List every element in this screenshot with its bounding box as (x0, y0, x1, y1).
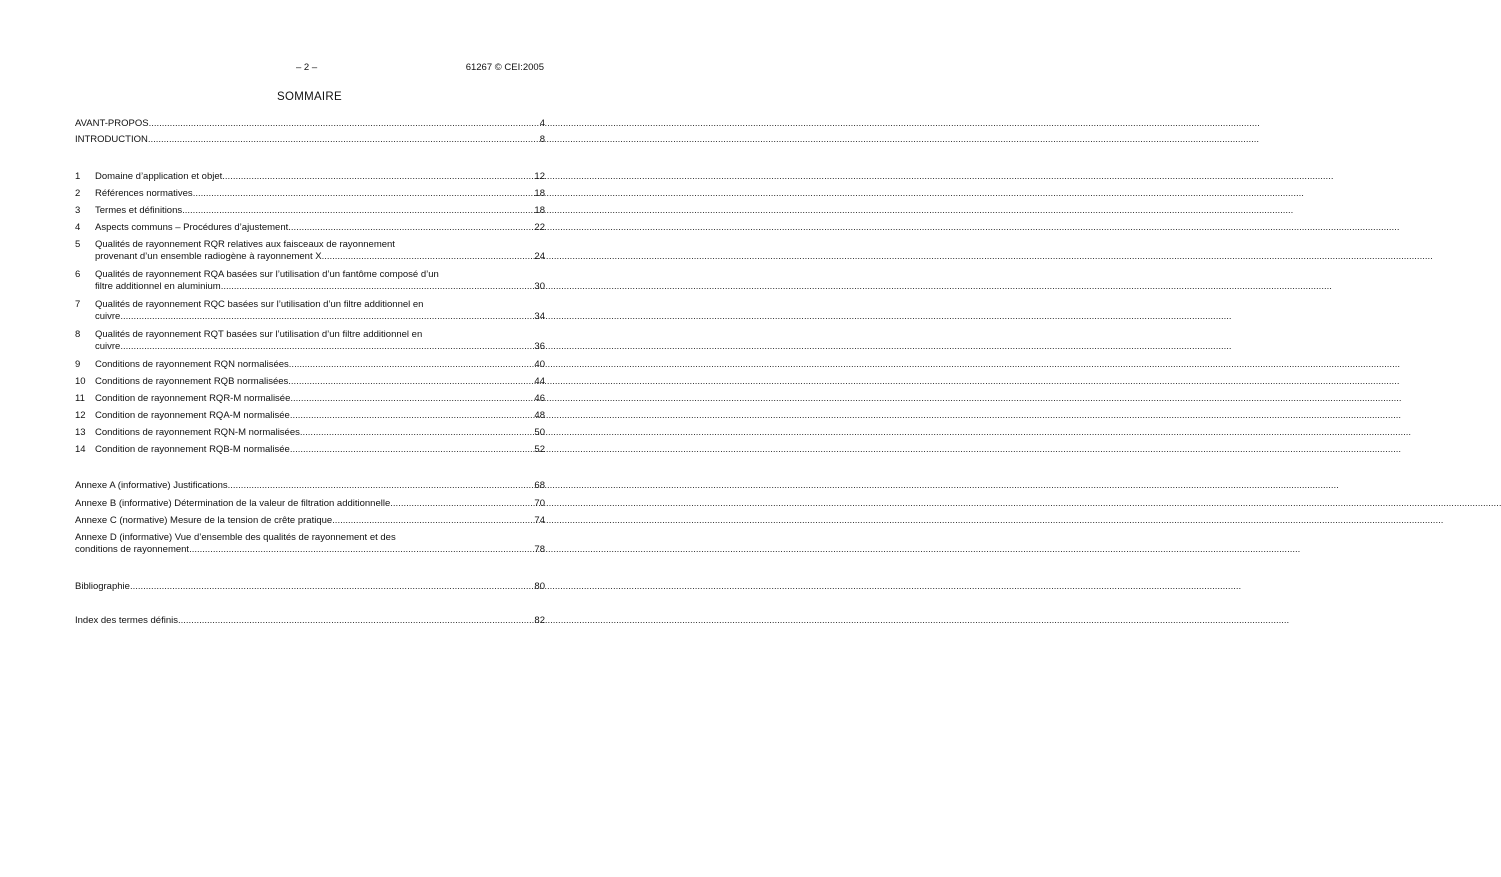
leader-dots (290, 393, 534, 405)
leader-dots (182, 205, 534, 217)
toc-entry-page: 18 (534, 188, 545, 199)
toc-entry-label: Annexe D (informative) Vue d’ensemble des qualités de rayonnement et des (75, 532, 396, 543)
toc-entry-section-5[interactable] (75, 239, 545, 263)
toc-entry-label-continued: filtre additionnel en aluminium (95, 281, 221, 292)
toc-entry-label: Conditions de rayonnement RQB normalisées (95, 376, 289, 387)
leader-dots (228, 480, 535, 492)
toc-entry-label: AVANT-PROPOS (75, 118, 149, 129)
leader-dots (290, 444, 535, 456)
toc-entry-label: Aspects communs – Procédures d’ajustement (95, 222, 289, 233)
toc-entry-section-13[interactable] (75, 427, 545, 439)
toc-entry-label: Annexe A (informative) Justifications (75, 480, 228, 491)
toc-entry-label-continued: cuivre (95, 311, 121, 322)
toc-entry-page: 34 (534, 311, 545, 322)
toc-entry-section-14[interactable] (75, 444, 545, 456)
document-reference: 61267 © CEI:2005 (465, 62, 544, 73)
leader-dots (322, 251, 535, 263)
toc-entry-label: Index des termes définis (75, 615, 178, 626)
toc-entry-label: Domaine d’application et objet (95, 171, 223, 182)
toc-entry-number: 2 (75, 188, 81, 199)
toc-entry-section-7[interactable] (75, 299, 545, 323)
leader-dots (149, 118, 540, 130)
leader-dots (130, 581, 534, 593)
leader-dots (189, 544, 534, 556)
toc-entry-page: 30 (534, 281, 545, 292)
toc-entry-page: 4 (539, 118, 545, 129)
toc-entry-page: 18 (534, 205, 545, 216)
toc-entry-annex-c[interactable] (75, 515, 545, 527)
toc-entry-label: Conditions de rayonnement RQN normalisées (95, 359, 289, 370)
toc-entry-page: 24 (534, 251, 545, 262)
toc-entry-index[interactable] (75, 615, 545, 627)
toc-entry-number: 6 (75, 269, 81, 280)
leader-dots (288, 222, 534, 234)
leader-dots (120, 341, 534, 353)
toc-entry-page: 46 (534, 393, 545, 404)
toc-entry-label: Conditions de rayonnement RQN-M normalisées (95, 427, 300, 438)
toc-entry-number: 10 (75, 376, 86, 387)
page-number: – 2 – (296, 62, 318, 73)
leader-dots (288, 376, 534, 388)
toc-entry-number: 9 (75, 359, 81, 370)
toc-entry-section-3[interactable] (75, 205, 545, 217)
toc-entry-page: 74 (534, 515, 545, 526)
toc-entry-avant-propos[interactable] (75, 118, 545, 130)
leader-dots (300, 427, 535, 439)
toc-entry-label: Qualités de rayonnement RQT basées sur l’utilisation d’un filtre additionnel en (95, 329, 423, 340)
toc-entry-annex-b[interactable] (75, 498, 545, 510)
toc-entry-number: 12 (75, 410, 86, 421)
toc-entry-number: 1 (75, 171, 81, 182)
toc-entry-label: Qualités de rayonnement RQA basées sur l’utilisation d’un fantôme composé d’un (95, 269, 439, 280)
toc-entry-page: 40 (534, 359, 545, 370)
toc-entry-number: 7 (75, 299, 81, 310)
toc-entry-page: 78 (534, 544, 545, 555)
toc-entry-section-12[interactable] (75, 410, 545, 422)
toc-entry-number: 4 (75, 222, 81, 233)
toc-entry-introduction[interactable] (75, 134, 545, 146)
toc-entry-page: 8 (539, 134, 545, 145)
toc-entry-section-2[interactable] (75, 188, 545, 200)
toc-entry-section-10[interactable] (75, 376, 545, 388)
toc-entry-page: 50 (534, 427, 545, 438)
toc-entry-section-8[interactable] (75, 329, 545, 353)
toc-entry-label: INTRODUCTION (75, 134, 148, 145)
toc-entry-number: 13 (75, 427, 86, 438)
toc-entry-label: Annexe C (normative) Mesure de la tension de crête pratique (75, 515, 333, 526)
toc-entry-bibliographie[interactable] (75, 581, 545, 593)
toc-entry-number: 8 (75, 329, 81, 340)
leader-dots (193, 188, 535, 200)
toc-entry-label: Qualités de rayonnement RQC basées sur l’utilisation d’un filtre additionnel en (95, 299, 424, 310)
toc-entry-number: 14 (75, 444, 86, 455)
toc-entry-page: 44 (534, 376, 545, 387)
toc-entry-number: 11 (75, 393, 85, 404)
toc-entry-label: Annexe B (informative) Détermination de la valeur de filtration additionnelle (75, 498, 391, 509)
leader-dots (289, 359, 535, 371)
toc-entry-section-1[interactable] (75, 171, 545, 183)
toc-entry-number: 3 (75, 205, 81, 216)
toc-entry-label-continued: cuivre (95, 341, 121, 352)
toc-entry-page: 36 (534, 341, 545, 352)
leader-dots (120, 311, 534, 323)
leader-dots (290, 410, 535, 422)
toc-entry-label-continued: conditions de rayonnement (75, 544, 190, 555)
toc-entry-page: 68 (534, 480, 545, 491)
toc-entry-page: 82 (534, 615, 545, 626)
leader-dots (148, 134, 540, 146)
leader-dots (390, 498, 534, 510)
toc-entry-annex-d[interactable] (75, 532, 545, 556)
toc-entry-page: 48 (534, 410, 545, 421)
toc-entry-section-6[interactable] (75, 269, 545, 293)
toc-entry-label: Condition de rayonnement RQR-M normalisée (95, 393, 291, 404)
leader-dots (332, 515, 534, 527)
toc-entry-section-9[interactable] (75, 359, 545, 371)
leader-dots (221, 281, 535, 293)
toc-entry-page: 12 (534, 171, 545, 182)
toc-entry-label: Qualités de rayonnement RQR relatives aux faisceaux de rayonnement (95, 239, 395, 250)
toc-entry-annex-a[interactable] (75, 480, 545, 492)
toc-entry-label: Termes et définitions (95, 205, 183, 216)
toc-entry-label: Condition de rayonnement RQA-M normalisée (95, 410, 290, 421)
toc-entry-label: Condition de rayonnement RQB-M normalisée (95, 444, 290, 455)
toc-entry-label: Bibliographie (75, 581, 130, 592)
leader-dots (178, 615, 534, 627)
toc-entry-page: 80 (534, 581, 545, 592)
toc-entry-page: 22 (534, 222, 545, 233)
toc-entry-label-continued: provenant d’un ensemble radiogène à rayonnement X (95, 251, 322, 262)
page-title: SOMMAIRE (276, 91, 342, 103)
leader-dots (222, 171, 534, 183)
toc-entry-page: 52 (534, 444, 545, 455)
toc-entry-page: 70 (534, 498, 545, 509)
toc-entry-section-11[interactable] (75, 393, 545, 405)
toc-entry-number: 5 (75, 239, 81, 250)
toc-entry-section-4[interactable] (75, 222, 545, 234)
toc-entry-label: Références normatives (95, 188, 193, 199)
